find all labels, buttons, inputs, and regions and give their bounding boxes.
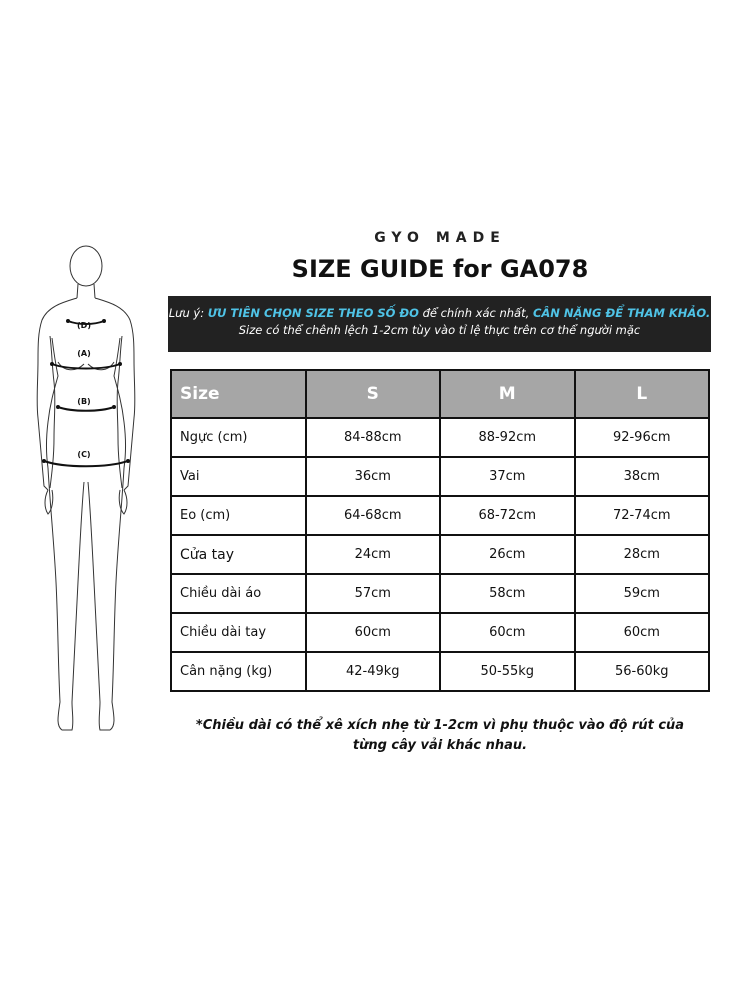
cell-l: 28cm <box>575 535 710 574</box>
table-row <box>171 613 709 652</box>
note-highlight-weight: CÂN NẶNG ĐỂ THAM KHẢO. <box>532 306 711 320</box>
body-measurement-figure <box>28 242 146 742</box>
measure-line-b <box>58 407 114 411</box>
footnote-line-1: *Chiều dài có thể xê xích nhẹ từ 1-2cm vì phụ thuộc vào độ rút của <box>195 718 685 733</box>
row-label: Cửa tay <box>171 535 306 574</box>
cell-s: 24cm <box>306 535 441 574</box>
measure-line-a <box>52 364 120 369</box>
cell-l: 92-96cm <box>575 418 710 457</box>
cell-m: 58cm <box>440 574 575 613</box>
cell-l: 60cm <box>575 613 710 652</box>
cell-m: 26cm <box>440 535 575 574</box>
footnote <box>180 716 700 756</box>
brand-name: GYO MADE <box>374 230 506 246</box>
row-label: Chiều dài áo <box>171 574 306 613</box>
cell-s: 36cm <box>306 457 441 496</box>
table-row <box>171 457 709 496</box>
note-line-1 <box>168 305 711 322</box>
size-table <box>170 369 710 692</box>
cell-s: 64-68cm <box>306 496 441 535</box>
page-title: SIZE GUIDE for GA078 <box>291 255 589 283</box>
row-label: Chiều dài tay <box>171 613 306 652</box>
header-m: M <box>440 370 575 418</box>
table-header-row <box>171 370 709 418</box>
figure-label-a: (A) <box>77 349 91 358</box>
figure-label-c: (C) <box>77 450 91 459</box>
row-label: Eo (cm) <box>171 496 306 535</box>
row-label: Ngực (cm) <box>171 418 306 457</box>
measure-line-c <box>44 461 128 466</box>
cell-l: 72-74cm <box>575 496 710 535</box>
header-s: S <box>306 370 441 418</box>
header-size: Size <box>171 370 306 418</box>
note-banner <box>168 296 711 352</box>
header-l: L <box>575 370 710 418</box>
row-label: Cân nặng (kg) <box>171 652 306 691</box>
note-highlight-measure: ƯU TIÊN CHỌN SIZE THEO SỐ ĐO <box>207 306 419 320</box>
figure-head <box>70 246 102 286</box>
cell-m: 50-55kg <box>440 652 575 691</box>
cell-l: 38cm <box>575 457 710 496</box>
table-row <box>171 574 709 613</box>
cell-m: 68-72cm <box>440 496 575 535</box>
note-mid: để chính xác nhất, <box>418 306 533 320</box>
cell-l: 59cm <box>575 574 710 613</box>
cell-s: 84-88cm <box>306 418 441 457</box>
cell-s: 42-49kg <box>306 652 441 691</box>
table-row <box>171 418 709 457</box>
table-row <box>171 535 709 574</box>
table-row <box>171 652 709 691</box>
table-row <box>171 496 709 535</box>
cell-m: 88-92cm <box>440 418 575 457</box>
cell-s: 57cm <box>306 574 441 613</box>
cell-m: 60cm <box>440 613 575 652</box>
figure-label-d: (D) <box>77 321 91 330</box>
figure-label-b: (B) <box>77 397 91 406</box>
row-label: Vai <box>171 457 306 496</box>
note-prefix: Lưu ý: <box>168 306 208 320</box>
cell-l: 56-60kg <box>575 652 710 691</box>
cell-m: 37cm <box>440 457 575 496</box>
footnote-line-2: từng cây vải khác nhau. <box>352 738 528 753</box>
note-line-2: Size có thể chênh lệch 1-2cm tùy vào tỉ lệ thực trên cơ thể người mặc <box>238 323 641 337</box>
cell-s: 60cm <box>306 613 441 652</box>
